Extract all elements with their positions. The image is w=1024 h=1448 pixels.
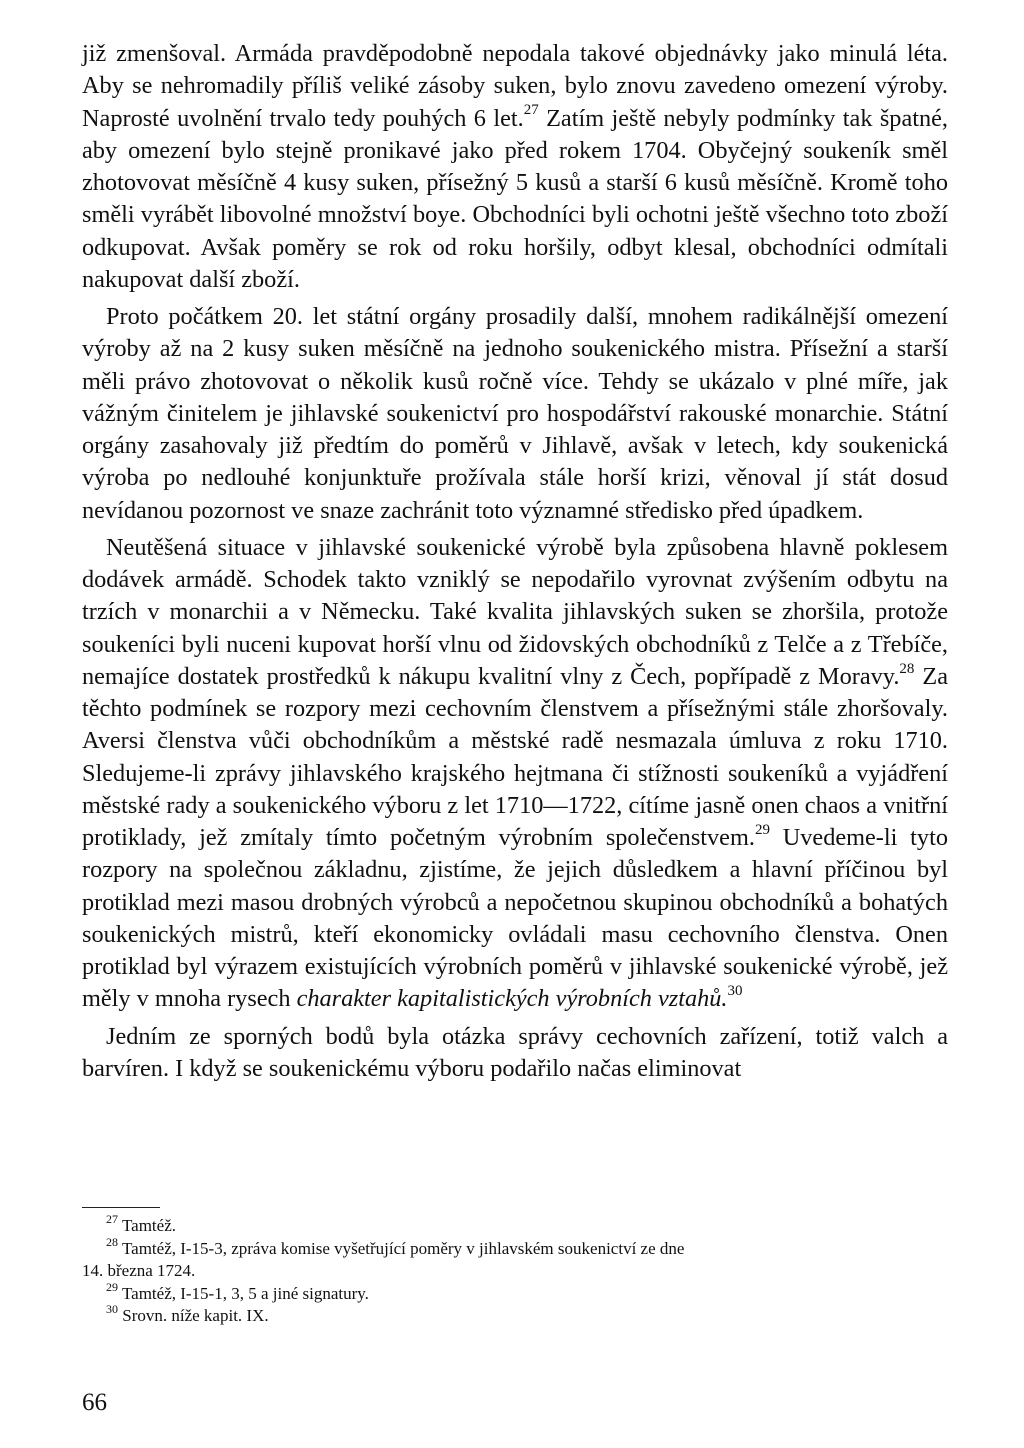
footnote-ref-30: 30	[727, 983, 743, 1000]
paragraph-3: Neutěšená situace v jihlavské soukenické výrobě byla způsobena hlavně poklesem dodávek armádě. Schodek takto vzniklý se nepodařilo vyrovnat zvýšením odbytu na trzích v monarchii a v Německu. Také kvalita jihlavských suken se zhoršila, protože soukeníci byli nuceni kupovat horší vlnu od židovských obchodníků z Telče a z Třebíče, nemajíce dostatek prostředků k nákupu kvalitní vlny z Čech, popřípadě z Moravy.$^{28}$ Za těchto podmínek se rozpory mezi cechovním členstvem a přísežnými stále zhoršovaly. Aversi členstva vůči obchodníkům a městské radě nesmazala úmluva z roku 1710. Sledujeme-li zprávy jihlavského krajského hejtmana či stížnosti soukeníků a vyjádření městské rady a soukenického výboru z let 1710—1722, cítíme jasně onen chaos a vnitřní protiklady, jež zmítaly tímto početným výrobním společenstvem.$^{29}$ Uvedeme-li tyto rozpory na společnou základnu, zjistíme, že jejich důsledkem a hlavní příčinou byl protiklad mezi masou drobných výrobců a nepočetnou skupinou obchodníků a bohatých soukenických mistrů, kteří ekonomicky ovládali masu cechovního členstva. Onen protiklad byl výrazem existujících výrobních poměrů v jihlavské soukenické výrobě, jež měly v mnoha rysech charakter kapitalistických výrobních vztahů.$^{30}$	[82, 533, 949, 1013]
italic-phrase: charakter kapitalistických výrobních vztahů.	[296, 985, 728, 1013]
paragraph-2: Proto počátkem 20. let státní orgány prosadily další, mnohem radikálnější omezení výroby až na 2 kusy suken měsíčně na jednoho soukenického mistra. Přísežní a starší měli právo zhotovovat o několik kusů ročně více. Tehdy se ukázalo v plné míře, jak vážným činitelem je jihlavské soukenictví pro hospodářství rakouské monarchie. Státní orgány zasahovaly již předtím do poměrů v Jihlavě, avšak v letech, kdy soukenická výroba po nedlouhé konjunktuře prožívala stále horší krizi, věnoval jí stát dosud nevídanou pozornost ve snaze zachránit toto významné středisko před úpadkem.	[82, 303, 948, 524]
footnote-28: $^{28}$ Tamtéž, I-15-3, zpráva komise vyšetřující poměry v jihlavském soukenictví ze dne	[106, 1234, 685, 1258]
footnote-divider	[82, 1207, 160, 1208]
footnote-30: $^{30}$ Srovn. níže kapit. IX.	[106, 1302, 269, 1325]
footnotes	[82, 1212, 948, 1328]
footnote-ref-29: 29	[754, 821, 770, 838]
footnote-ref-27: 27	[523, 102, 539, 119]
page-number: 66	[82, 1389, 107, 1416]
body-text	[82, 38, 948, 1085]
footnote-27: $^{27}$ Tamtéž.	[106, 1212, 176, 1235]
paragraph-1: již zmenšoval. Armáda pravděpodobně nepodala takové objednávky jako minulá léta. Aby se nehromadily příliš veliké zásoby suken, bylo znovu zavedeno omezení výroby. Naprosté uvolnění trvalo tedy pouhých 6 let.$^{27}$ Zatím ještě nebyly podmínky tak špatné, aby omezení bylo stejně pronikavé jako před rokem 1704. Obyčejný soukeník směl zhotovovat měsíčně 4 kusy suken, přísežný 5 kusů a starší 6 kusů měsíčně. Kromě toho směli vyrábět libovolné množství boye. Obchodníci byli ochotni ještě všechno toto zboží odkupovat. Avšak poměry se rok od roku horšily, odbyt klesal, obchodníci odmítali nakupovat další zboží.	[82, 40, 948, 293]
paragraph-4: Jedním ze sporných bodů byla otázka správy cechovních zařízení, totiž valch a barvíren. I když se soukenickému výboru podařilo načas eliminovat	[82, 1022, 948, 1082]
footnote-28-continuation: 14. března 1724.	[82, 1261, 196, 1280]
footnote-29: $^{29}$ Tamtéž, I-15-1, 3, 5 a jiné signatury.	[106, 1279, 369, 1303]
footnote-ref-28: 28	[899, 660, 915, 677]
